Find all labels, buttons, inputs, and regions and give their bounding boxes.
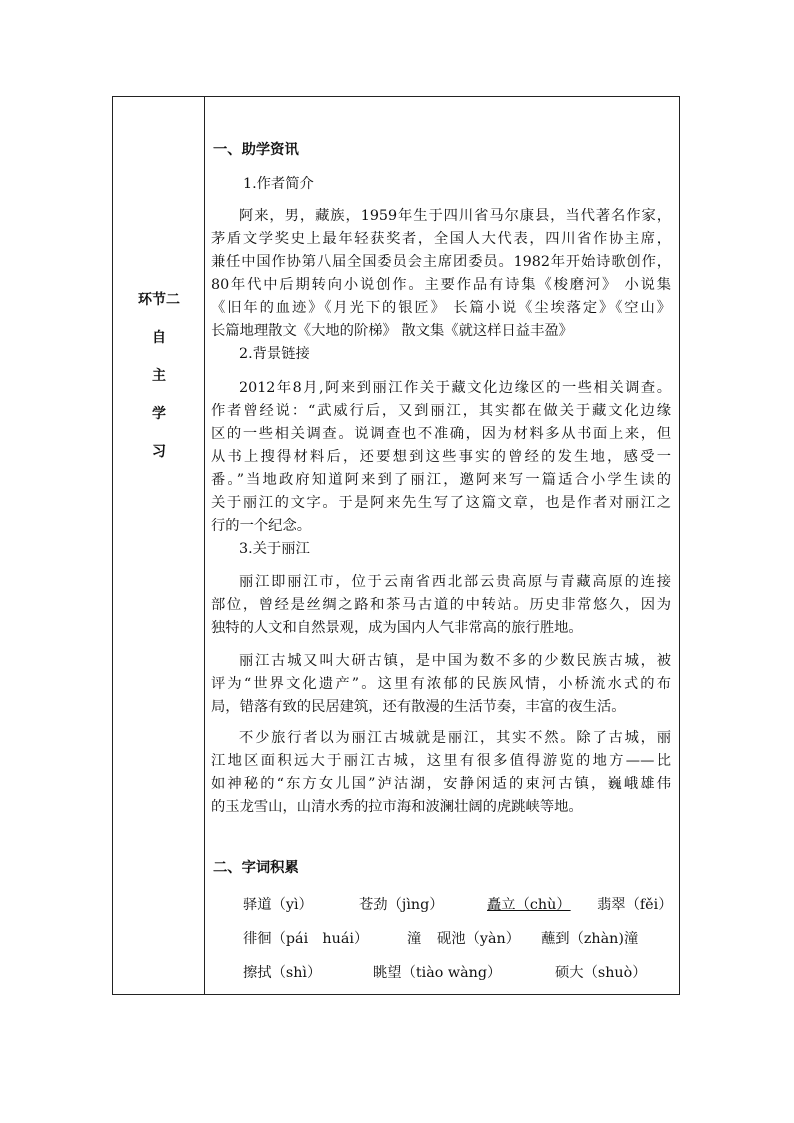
lijiang-paragraph-1 xyxy=(211,571,671,640)
label-char-1: 自 xyxy=(152,330,166,346)
author-line: 80年代中后期转向小说创作。主要作品有诗集《梭磨河》 小说集 xyxy=(211,277,671,293)
vocab-item: 徘徊（pái huái） xyxy=(243,931,369,947)
background-paragraph xyxy=(211,377,671,538)
author-subheading: 1.作者简介 xyxy=(243,176,314,192)
author-line: 茅盾文学奖史上最年轻获奖者，全国人大代表，四川省作协主席， xyxy=(211,231,671,247)
vocab-item: 驿道（yì） xyxy=(243,897,313,913)
background-line: 行的一个纪念。 xyxy=(211,518,312,534)
background-line: 番。”当地政府知道阿来到了丽江，邀阿来写一篇适合小学生读的 xyxy=(211,472,671,488)
background-line: 关于丽江的文字。于是阿来先生写了这篇文章，也是作者对丽江之 xyxy=(211,495,671,511)
vocab-item: 矗立（chù） xyxy=(487,897,571,913)
lijiang-line: 部位，曾经是丝绸之路和茶马古道的中转站。历史非常悠久，因为 xyxy=(211,597,671,613)
lijiang-paragraph-2 xyxy=(211,650,671,719)
author-line: 兼任中国作协第八届全国委员会主席团委员。1982年开始诗歌创作， xyxy=(211,254,671,270)
background-line: 从书上搜得材料后，还要想到这些事实的曾经的发生地，感受一 xyxy=(211,449,671,465)
lijiang-line: 丽江即丽江市，位于云南省西北部云贵高原与青藏高原的连接 xyxy=(239,574,671,590)
section-label: 环节二 xyxy=(138,292,180,308)
label-char-2: 主 xyxy=(152,368,166,384)
lijiang-line: 的玉龙雪山，山清水秀的拉市海和波澜壮阔的虎跳峡等地。 xyxy=(211,799,583,815)
lijiang-line: 评为“世界文化遗产”。这里有浓郁的民族风情，小桥流水式的布 xyxy=(211,676,671,692)
lijiang-line: 不少旅行者以为丽江古城就是丽江，其实不然。除了古城，丽 xyxy=(239,730,671,746)
vocab-item: 潼 xyxy=(407,931,422,947)
background-line: 2012年8月,阿来到丽江作关于藏文化边缘区的一些相关调查。 xyxy=(239,380,671,396)
author-paragraph xyxy=(211,205,671,343)
lijiang-line: 独特的人文和自然景观，成为国内人气非常高的旅行胜地。 xyxy=(211,620,583,636)
left-column xyxy=(113,97,205,994)
label-char-4: 习 xyxy=(152,444,166,460)
background-line: 区的一些相关调查。说调查也不准确，因为材料多从书面上来，但 xyxy=(211,426,671,442)
lijiang-paragraph-3 xyxy=(211,727,671,819)
vocab-item: 苍劲（jìng） xyxy=(359,897,444,913)
content-table xyxy=(112,96,680,995)
vocab-item: 砚池（yàn） xyxy=(437,931,520,947)
lijiang-line: 局，错落有致的民居建筑，还有散漫的生活节奏，丰富的夜生活。 xyxy=(211,699,626,715)
vocab-item: 擦拭（shì） xyxy=(243,965,322,981)
vocab-item: 翡翠（fěi） xyxy=(597,897,673,913)
lijiang-line: 江地区面积远大于丽江古城，这里有很多值得游览的地方——比 xyxy=(211,753,671,769)
vocab-item: 蘸到（zhàn)潼 xyxy=(541,931,639,947)
label-char-3: 学 xyxy=(152,406,166,422)
lijiang-subheading: 3.关于丽江 xyxy=(239,541,310,557)
author-line: 长篇地理散文《大地的阶梯》 散文集《就这样日益丰盈》 xyxy=(211,323,573,339)
lijiang-line: 丽江古城又叫大研古镇，是中国为数不多的少数民族古城，被 xyxy=(239,653,671,669)
author-line: 《旧年的血迹》《月光下的银匠》 长篇小说《尘埃落定》《空山》 xyxy=(211,300,671,316)
section2-heading: 二、字词积累 xyxy=(213,860,299,876)
right-column xyxy=(205,97,679,994)
background-line: 作者曾经说：“武威行后，又到丽江，其实都在做关于藏文化边缘 xyxy=(211,403,671,419)
vocab-item: 眺望（tiào wàng） xyxy=(373,965,502,981)
vocab-item: 硕大（shuò） xyxy=(555,965,647,981)
background-subheading: 2.背景链接 xyxy=(239,346,310,362)
section1-heading: 一、助学资讯 xyxy=(213,142,299,158)
author-line: 阿来，男，藏族，1959年生于四川省马尔康县，当代著名作家， xyxy=(239,208,671,224)
lijiang-line: 如神秘的“东方女儿国”泸沽湖，安静闲适的束河古镇，巍峨雄伟 xyxy=(211,776,671,792)
